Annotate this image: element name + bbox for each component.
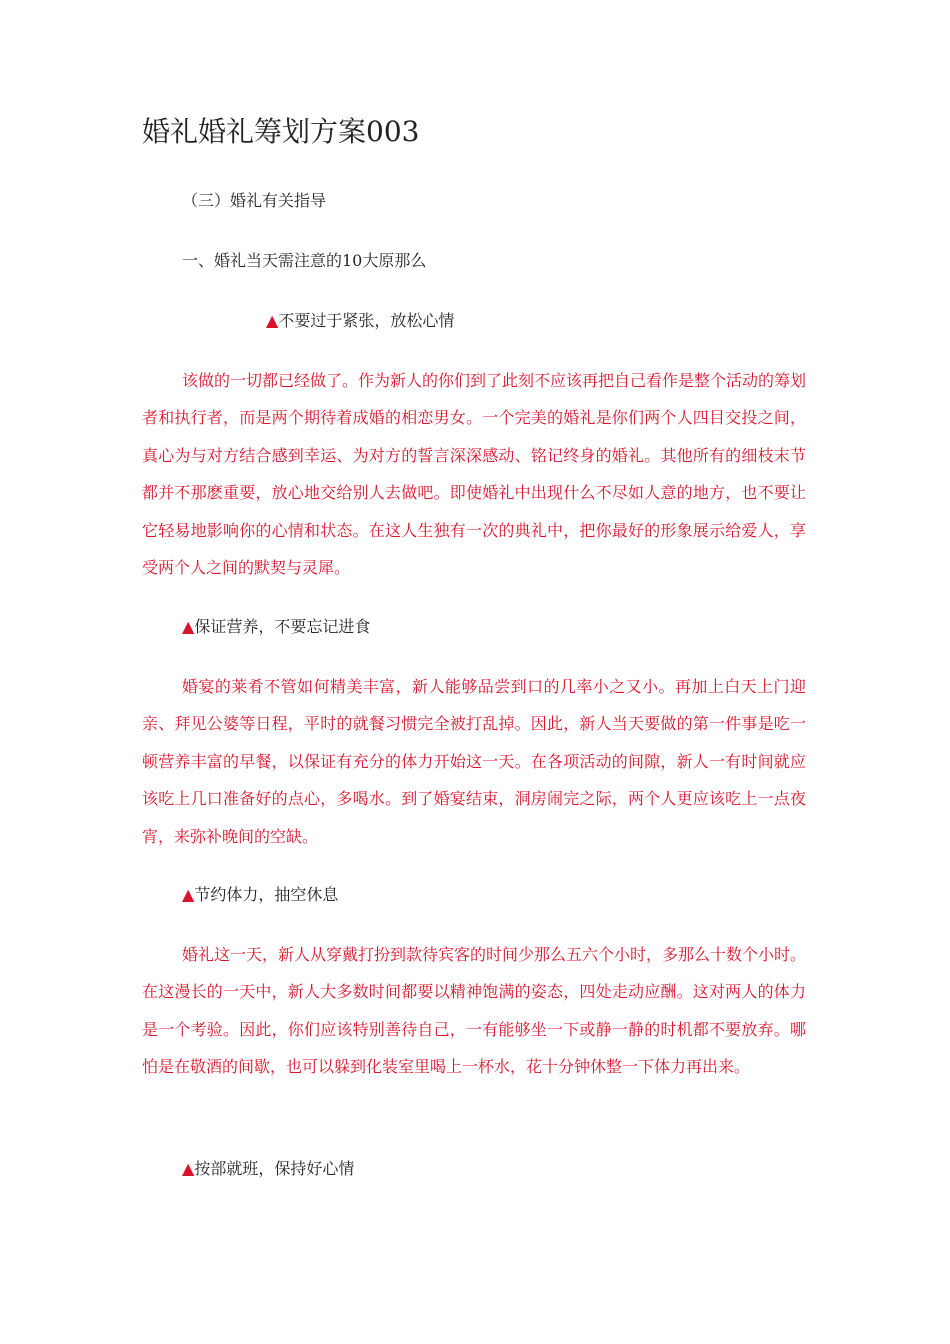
bullet-heading-3 [182, 883, 338, 907]
section-heading: （三）婚礼有关指导 [182, 191, 327, 210]
bullet-heading-text: 保证营养，不要忘记进食 [194, 617, 371, 636]
triangle-icon: ▲ [182, 617, 195, 636]
bullet-heading-1 [266, 309, 454, 333]
body-paragraph-2: 婚宴的莱肴不管如何精美丰富，新人能够品尝到口的几率小之又小。再加上白天上门迎亲、拜见公婆等日程，平时的就餐习惯完全被打乱掉。因此，新人当天要做的第一件事是吃一顿营养丰富的早餐，以保证有充分的体力开始这一天。在各项活动的间隙，新人一有时间就应该吃上几口准备好的点心，多喝水。到了婚宴结束，洞房闹完之际，两个人更应该吃上一点夜宵，来弥补晚间的空缺。 [142, 677, 806, 846]
bullet-heading-2 [182, 615, 370, 639]
bullet-heading-text: 不要过于紧张，放松心情 [278, 311, 455, 330]
subsection-heading: 一、婚礼当天需注意的10大原那么 [182, 251, 427, 270]
body-paragraph-3: 婚礼这一天，新人从穿戴打扮到款待宾客的时间少那么五六个小时，多那么十数个小时。在这漫长的一天中，新人大多数时间都要以精神饱满的姿态，四处走动应酬。这对两人的体力是一个考验。因此，你们应该特别善待自己，一有能够坐一下或静一静的时机都不要放弃。哪怕是在敬酒的间歇，也可以躲到化装室里喝上一杯水，花十分钟休整一下体力再出来。 [142, 945, 807, 1077]
body-paragraph-1: 该做的一切都已经做了。作为新人的你们到了此刻不应该再把自己看作是整个活动的筹划者和执行者，而是两个期待着成婚的相恋男女。一个完美的婚礼是你们两个人四目交投之间，真心为与对方结合感到幸运、为对方的誓言深深感动、铭记终身的婚礼。其他所有的细枝末节都并不那麽重要，放心地交给别人去做吧。即使婚礼中出现什么不尽如人意的地方，也不要让它轻易地影响你的心情和状态。在这人生独有一次的典礼中，把你最好的形象展示给爱人，享受两个人之间的默契与灵犀。 [142, 371, 807, 578]
triangle-icon: ▲ [182, 1159, 195, 1178]
triangle-icon: ▲ [266, 311, 279, 330]
bullet-heading-text: 节约体力，抽空休息 [194, 885, 339, 904]
triangle-icon: ▲ [182, 885, 195, 904]
bullet-heading-4 [182, 1157, 354, 1181]
bullet-heading-text: 按部就班，保持好心情 [194, 1159, 355, 1178]
document-title: 婚礼婚礼筹划方案003 [142, 115, 420, 148]
